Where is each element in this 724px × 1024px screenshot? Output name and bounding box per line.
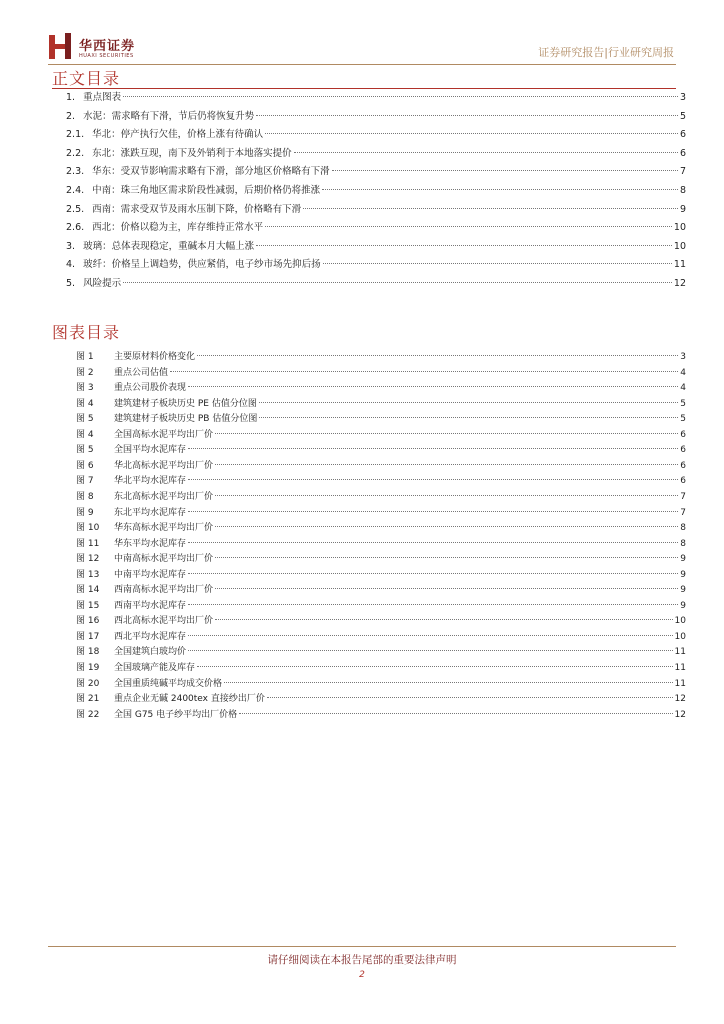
figure-toc-entry[interactable] — [76, 427, 686, 443]
toc-entry[interactable] — [66, 146, 686, 162]
dot-leader — [265, 226, 672, 227]
report-type: 证券研究报告|行业研究周报 — [538, 46, 674, 59]
figure-toc-entry-page: 9 — [680, 600, 686, 611]
dot-leader — [215, 588, 678, 589]
figure-toc-title: 图表目录 — [52, 323, 121, 342]
figure-toc-entry[interactable] — [76, 411, 686, 427]
dot-leader — [332, 170, 678, 171]
dot-leader — [267, 697, 673, 698]
toc-entry-number: 5. — [66, 278, 76, 289]
toc-entry-page: 10 — [673, 240, 686, 252]
toc-entry[interactable] — [66, 239, 686, 255]
figure-toc-entry-text: 全国重质纯碱平均成交价格 — [114, 678, 223, 689]
dot-leader — [170, 371, 678, 372]
figure-toc-entry[interactable] — [76, 691, 686, 707]
figure-toc-entry[interactable] — [76, 520, 686, 536]
figure-toc-entry-page: 4 — [680, 383, 686, 394]
dot-leader — [215, 557, 678, 558]
figure-toc-entry-text: 中南平均水泥库存 — [114, 569, 187, 580]
toc-entry-page: 5 — [679, 110, 686, 122]
toc-entry[interactable] — [66, 164, 686, 180]
figure-toc-entry-page: 12 — [674, 694, 686, 705]
toc-entry-number: 2.3. — [66, 166, 85, 178]
figure-toc-entry-number: 图 5 — [76, 445, 94, 456]
dot-leader — [123, 96, 678, 97]
company-name-cn: 华西证券 — [79, 39, 136, 54]
dot-leader — [188, 604, 678, 605]
toc-entry-text: 华北：停产执行欠佳，价格上涨有待确认 — [92, 129, 264, 141]
figure-toc-entry-text: 西南平均水泥库存 — [114, 600, 187, 611]
figure-toc-entry-page: 9 — [680, 569, 686, 580]
figure-toc-entry-text: 华东高标水泥平均出厂价 — [114, 523, 214, 534]
figure-toc-entry[interactable] — [76, 473, 686, 489]
toc-entry[interactable] — [66, 276, 686, 292]
toc-entry[interactable] — [66, 220, 686, 236]
figure-toc-entry[interactable] — [76, 396, 686, 412]
figure-toc-entry-number: 图 4 — [76, 398, 94, 409]
figure-toc-entry-text: 西北平均水泥库存 — [114, 631, 187, 642]
figure-toc-entry-text: 华北平均水泥库存 — [114, 476, 187, 487]
figure-toc-entry-text: 中南高标水泥平均出厂价 — [114, 554, 214, 565]
figure-toc-entry-page: 9 — [680, 554, 686, 565]
figure-toc-entry-text: 全国高标水泥平均出厂价 — [114, 429, 214, 440]
dot-leader — [215, 619, 673, 620]
toc-entry-text: 东北：涨跌互现，南下及外销利于本地落实提价 — [92, 147, 292, 159]
toc-entry-page: 9 — [679, 203, 686, 215]
dot-leader — [188, 635, 673, 636]
toc-entry-number: 1. — [66, 92, 76, 103]
dot-leader — [188, 650, 673, 651]
figure-toc-entry[interactable] — [76, 707, 686, 723]
figure-toc-entry-number: 图 19 — [76, 663, 100, 673]
figure-toc-entry-number: 图 17 — [76, 631, 100, 642]
figure-toc-entry-number: 图 16 — [76, 616, 100, 627]
toc-entry-number: 2.1. — [66, 129, 85, 141]
toc-entry-page: 3 — [679, 92, 686, 103]
figure-toc-entry-page: 10 — [674, 631, 686, 642]
figure-toc-entry-number: 图 10 — [76, 523, 100, 534]
dot-leader — [215, 464, 678, 465]
figure-toc-entry[interactable] — [76, 442, 686, 458]
figure-toc-entry-number: 图 21 — [76, 694, 100, 705]
figure-toc-entry-number: 图 20 — [76, 678, 100, 689]
dot-leader — [188, 542, 678, 543]
figure-toc-entry-page: 11 — [674, 647, 686, 658]
figure-toc-entry-page: 6 — [680, 460, 686, 471]
figure-toc-entry-number: 图 6 — [76, 460, 94, 471]
toc-entry-text: 玻璃：总体表现稳定，重碱本月大幅上涨 — [83, 240, 255, 252]
header-divider — [48, 64, 676, 65]
figure-toc-entry[interactable] — [76, 505, 686, 521]
toc-entry-page: 10 — [673, 222, 686, 234]
figure-toc-entry-page: 7 — [680, 491, 686, 502]
figure-toc-entry-number: 图 4 — [76, 429, 94, 440]
toc-entry-page: 11 — [673, 259, 686, 271]
dot-leader — [215, 526, 678, 527]
dot-leader — [188, 479, 678, 480]
dot-leader — [215, 433, 678, 434]
toc-entry-text: 重点图表 — [83, 92, 122, 103]
dot-leader — [323, 263, 672, 264]
dot-leader — [188, 448, 678, 449]
dot-leader — [303, 208, 678, 209]
figure-toc-entry[interactable] — [76, 660, 686, 676]
toc-entry-text: 中南：珠三角地区需求阶段性减弱，后期价格仍将推涨 — [92, 185, 321, 196]
dot-leader — [265, 133, 678, 134]
toc-entry-number: 2.6. — [66, 222, 85, 234]
dot-leader — [215, 495, 678, 496]
figure-toc-entry-number: 图 8 — [76, 491, 94, 502]
dot-leader — [123, 282, 672, 283]
dot-leader — [256, 115, 678, 116]
figure-toc-entry-text: 重点企业无碱 2400tex 直接纱出厂价 — [114, 694, 265, 705]
toc-entry[interactable] — [66, 183, 686, 199]
toc-entry-page: 7 — [679, 166, 686, 178]
figure-toc-entry-page: 3 — [680, 352, 686, 362]
figure-toc-entry-number: 图 7 — [76, 476, 94, 487]
dot-leader — [256, 245, 672, 246]
dot-leader — [188, 511, 678, 512]
figure-toc-entry-text: 全国平均水泥库存 — [114, 445, 187, 456]
toc-entry-text: 西北：价格以稳为主，库存维持正常水平 — [92, 222, 264, 234]
toc-entry-page: 6 — [679, 129, 686, 141]
figure-toc-entry-text: 东北高标水泥平均出厂价 — [114, 491, 214, 502]
dot-leader — [197, 666, 673, 667]
figure-toc-entry-text: 主要原材料价格变化 — [114, 352, 196, 362]
figure-toc-entry-number: 图 14 — [76, 585, 100, 596]
dot-leader — [294, 152, 678, 153]
toc-entry[interactable] — [66, 202, 686, 218]
figure-toc-entry[interactable] — [76, 567, 686, 583]
figure-toc-entry-page: 7 — [680, 507, 686, 518]
figure-toc-entry-text: 建筑建材子板块历史 PE 估值分位图 — [114, 398, 257, 409]
figure-toc-entry-number: 图 13 — [76, 569, 100, 580]
toc-entry-number: 2.4. — [66, 185, 85, 196]
figure-toc-entry-page: 11 — [674, 678, 686, 689]
figure-toc-entry-page: 6 — [680, 429, 686, 440]
figure-toc-entry-page: 5 — [680, 398, 686, 409]
figure-toc-entry-text: 西南高标水泥平均出厂价 — [114, 585, 214, 596]
toc-entry-number: 2. — [66, 110, 76, 122]
toc-title: 正文目录 — [52, 69, 121, 88]
figure-toc-entry[interactable] — [76, 536, 686, 552]
page-number: 2 — [359, 970, 365, 980]
figure-toc-entry[interactable] — [76, 349, 686, 365]
figure-toc-entry-number: 图 2 — [76, 367, 94, 378]
toc-entry-number: 4. — [66, 259, 76, 271]
dot-leader — [188, 573, 678, 574]
figure-toc-entry-page: 12 — [674, 709, 686, 720]
toc-entry-page: 6 — [679, 147, 686, 159]
figure-toc-entry-text: 建筑建材子板块历史 PB 估值分位图 — [114, 414, 258, 425]
figure-toc-entry-text: 重点公司股价表现 — [114, 383, 187, 394]
figure-toc-entry-number: 图 18 — [76, 647, 100, 658]
figure-toc-entry-text: 西北高标水泥平均出厂价 — [114, 616, 214, 627]
figure-toc-entry-page: 8 — [680, 523, 686, 534]
figure-toc-entry[interactable] — [76, 598, 686, 614]
figure-toc-entry[interactable] — [76, 489, 686, 505]
toc-entry-text: 水泥：需求略有下滑，节后仍将恢复升势 — [83, 110, 255, 122]
figure-toc-entry[interactable] — [76, 676, 686, 692]
figure-toc-entry-number: 图 12 — [76, 554, 100, 565]
figure-toc-entry-page: 10 — [674, 616, 686, 627]
figure-toc-entry[interactable] — [76, 365, 686, 381]
figure-toc-entry-text: 全国 G75 电子纱平均出厂价格 — [114, 709, 238, 720]
figure-toc-entry-number: 图 11 — [76, 538, 100, 549]
figure-toc-entry-number: 图 5 — [76, 414, 94, 425]
figure-toc-entry[interactable] — [76, 582, 686, 598]
toc-entry-number: 2.5. — [66, 203, 85, 215]
figure-toc-entry-text: 华东平均水泥库存 — [114, 538, 187, 549]
figure-toc-entry-page: 5 — [680, 414, 686, 425]
dot-leader — [188, 386, 678, 387]
figure-toc-entry-page: 6 — [680, 476, 686, 487]
figure-toc-entry[interactable] — [76, 613, 686, 629]
legal-disclaimer: 请仔细阅读在本报告尾部的重要法律声明 — [267, 954, 457, 966]
toc-entry[interactable] — [66, 257, 686, 273]
figure-toc-entry-text: 全国玻璃产能及库存 — [114, 663, 196, 673]
figure-toc-entry-number: 图 1 — [76, 352, 94, 362]
figure-toc-entry[interactable] — [76, 458, 686, 474]
company-name-en: HUAXI SECURITIES — [79, 53, 134, 59]
figure-toc-entry-page: 9 — [680, 585, 686, 596]
toc-entry-text: 西南：需求受双节及雨水压制下降，价格略有下滑 — [92, 203, 302, 215]
toc-entry-text: 华东：受双节影响需求略有下滑，部分地区价格略有下滑 — [92, 166, 330, 178]
figure-toc-entry-number: 图 9 — [76, 507, 94, 518]
toc-entry-number: 2.2. — [66, 147, 85, 159]
figure-toc-entry[interactable] — [76, 551, 686, 567]
dot-leader — [224, 682, 673, 683]
figure-toc-entry-number: 图 22 — [76, 709, 100, 720]
figure-toc-entry-page: 11 — [674, 663, 686, 673]
dot-leader — [259, 402, 678, 403]
toc-title-rule — [52, 88, 676, 89]
figure-toc-entry-number: 图 3 — [76, 383, 94, 394]
toc-entry-number: 3. — [66, 240, 76, 252]
footer-divider — [48, 946, 676, 947]
figure-toc-entry-page: 8 — [680, 538, 686, 549]
dot-leader — [322, 189, 678, 190]
toc-entry[interactable] — [66, 127, 686, 143]
figure-toc-entry-text: 全国建筑白玻均价 — [114, 647, 187, 658]
toc-entry-text: 玻纤：价格呈上调趋势，供应紧俏，电子纱市场先抑后扬 — [83, 259, 321, 271]
figure-toc-entry-text: 华北高标水泥平均出厂价 — [114, 460, 214, 471]
figure-toc-entry-page: 4 — [680, 367, 686, 378]
toc-entry[interactable] — [66, 109, 686, 125]
toc-entry[interactable] — [66, 90, 686, 106]
huaxi-logo-icon — [49, 33, 71, 59]
figure-toc-entry-text: 东北平均水泥库存 — [114, 507, 187, 518]
dot-leader — [239, 713, 672, 714]
dot-leader — [197, 355, 678, 356]
toc-entry-page: 12 — [673, 278, 686, 289]
figure-toc-entry[interactable] — [76, 629, 686, 645]
figure-toc-entry-page: 6 — [680, 445, 686, 456]
toc-entry-page: 8 — [679, 185, 686, 196]
figure-toc-entry-text: 重点公司估值 — [114, 367, 169, 378]
figure-toc-entry[interactable] — [76, 644, 686, 660]
figure-toc-entry-number: 图 15 — [76, 600, 100, 611]
dot-leader — [259, 417, 678, 418]
toc-entry-text: 风险提示 — [83, 278, 122, 289]
figure-toc-entry[interactable] — [76, 380, 686, 396]
